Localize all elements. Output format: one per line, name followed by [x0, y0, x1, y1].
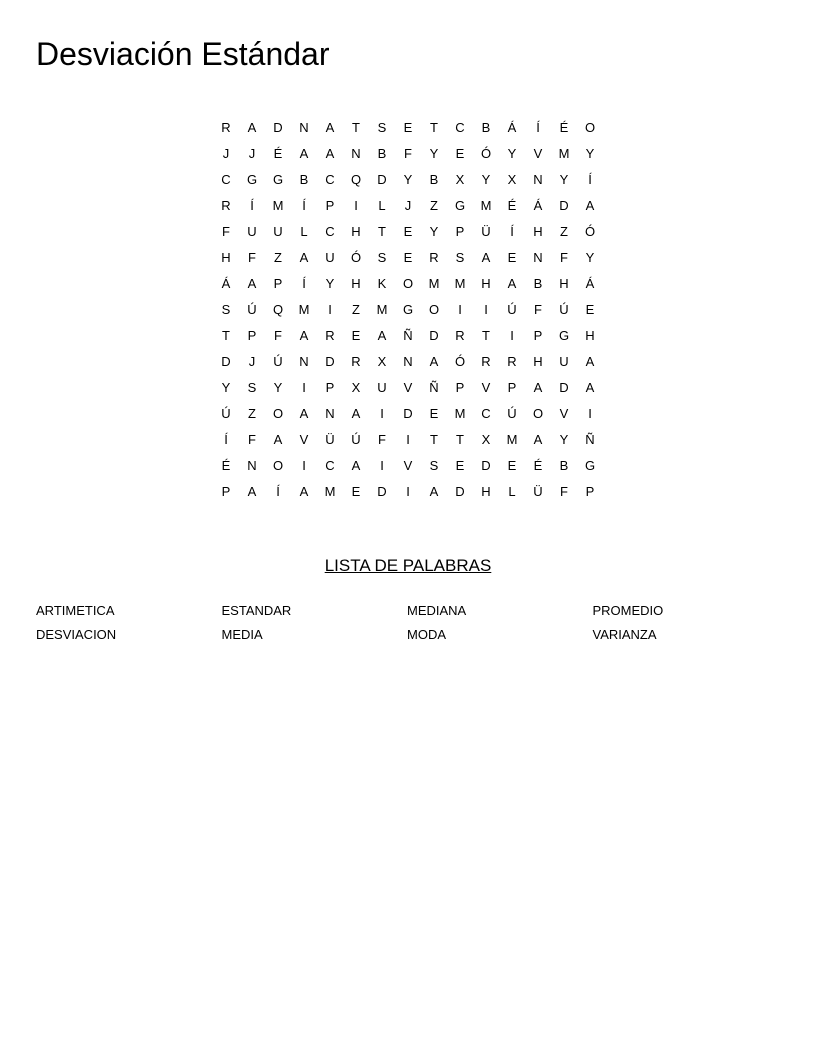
grid-letter: D	[221, 354, 231, 369]
grid-letter: V	[481, 380, 491, 395]
grid-letter: A	[585, 198, 595, 213]
grid-letter: H	[351, 276, 361, 291]
grid-letter: A	[299, 484, 309, 499]
grid-letter: N	[533, 172, 543, 187]
grid-letter: A	[247, 484, 257, 499]
grid-letter: B	[481, 120, 491, 135]
grid-letter: P	[455, 224, 465, 239]
grid-letter: I	[302, 380, 306, 395]
grid-letter: A	[299, 250, 309, 265]
grid-letter: T	[378, 224, 386, 239]
grid-letter: B	[429, 172, 439, 187]
grid-letter: X	[507, 172, 517, 187]
grid-letter: T	[482, 328, 490, 343]
grid-letter: A	[429, 484, 439, 499]
grid-letter: F	[222, 224, 230, 239]
grid-letter: Z	[560, 224, 568, 239]
grid-letter: A	[377, 328, 387, 343]
grid-letter: F	[248, 250, 256, 265]
grid-letter: Ü	[533, 484, 543, 499]
grid-letter: F	[560, 484, 568, 499]
grid-letter: I	[380, 458, 384, 473]
grid-letter: D	[273, 120, 283, 135]
grid-letter: P	[585, 484, 595, 499]
grid-letter: A	[299, 406, 309, 421]
grid-letter: Z	[352, 302, 360, 317]
grid-letter: M	[506, 432, 518, 447]
grid-letter: S	[247, 380, 257, 395]
grid-letter: G	[558, 328, 570, 343]
grid-letter: É	[507, 198, 517, 213]
word-list-item: VARIANZA	[592, 627, 657, 642]
grid-letter: Y	[273, 380, 283, 395]
grid-letter: E	[455, 146, 465, 161]
grid-letter: O	[272, 406, 284, 421]
grid-letter: S	[377, 250, 387, 265]
grid-letter: E	[403, 250, 413, 265]
grid-letter: O	[428, 302, 440, 317]
grid-letter: I	[484, 302, 488, 317]
grid-letter: Ú	[507, 406, 517, 421]
grid-letter: D	[559, 198, 569, 213]
grid-letter: D	[481, 458, 491, 473]
grid-letter: H	[533, 354, 543, 369]
grid-letter: L	[300, 224, 308, 239]
word-list-item: ESTANDAR	[221, 603, 292, 618]
grid-letter: Y	[585, 146, 595, 161]
grid-letter: E	[507, 458, 517, 473]
grid-letter: R	[507, 354, 517, 369]
grid-letter: T	[352, 120, 360, 135]
grid-letter: A	[585, 380, 595, 395]
grid-letter: H	[533, 224, 543, 239]
word-list	[36, 599, 778, 647]
grid-letter: P	[221, 484, 231, 499]
grid-letter: Á	[533, 198, 543, 213]
grid-letter: X	[455, 172, 465, 187]
grid-letter: Y	[221, 380, 231, 395]
grid-letter: N	[325, 406, 335, 421]
grid-letter: G	[246, 172, 258, 187]
grid-letter: R	[325, 328, 335, 343]
grid-letter: Ú	[559, 302, 569, 317]
grid-letter: I	[380, 406, 384, 421]
grid-letter: Ú	[507, 302, 517, 317]
grid-letter: I	[406, 484, 410, 499]
grid-letter: C	[325, 172, 335, 187]
grid-letter: F	[534, 302, 542, 317]
grid-letter: T	[456, 432, 464, 447]
grid-letter: A	[351, 406, 361, 421]
grid-letter: R	[481, 354, 491, 369]
grid-letter: P	[507, 380, 517, 395]
grid-letter: P	[455, 380, 465, 395]
grid-letter: H	[221, 250, 231, 265]
grid-letter: C	[221, 172, 231, 187]
grid-letter: I	[354, 198, 358, 213]
grid-letter: K	[377, 276, 387, 291]
grid-letter: E	[507, 250, 517, 265]
grid-letter: F	[248, 432, 256, 447]
grid-letter: R	[221, 198, 231, 213]
grid-letter: L	[378, 198, 386, 213]
grid-letter: É	[221, 458, 231, 473]
grid-letter: P	[273, 276, 283, 291]
grid-letter: J	[404, 198, 412, 213]
grid-letter: E	[351, 328, 361, 343]
grid-letter: A	[247, 276, 257, 291]
grid-letter: B	[533, 276, 543, 291]
grid-letter: N	[299, 354, 309, 369]
grid-letter: M	[558, 146, 570, 161]
grid-letter: U	[377, 380, 387, 395]
grid-letter: V	[559, 406, 569, 421]
grid-letter: Í	[250, 198, 254, 213]
grid-letter: U	[273, 224, 283, 239]
grid-letter: A	[247, 120, 257, 135]
grid-letter: M	[428, 276, 440, 291]
grid-letter: B	[299, 172, 309, 187]
grid-letter: Q	[350, 172, 362, 187]
grid-letter: P	[325, 198, 335, 213]
grid-letter: I	[458, 302, 462, 317]
grid-letter: Í	[536, 120, 540, 135]
grid-letter: Ú	[247, 302, 257, 317]
grid-letter: Y	[429, 146, 439, 161]
grid-letter: O	[532, 406, 544, 421]
word-list-heading	[0, 554, 816, 578]
grid-letter: A	[533, 432, 543, 447]
grid-letter: A	[273, 432, 283, 447]
grid-letter: S	[377, 120, 387, 135]
grid-letter: T	[430, 432, 438, 447]
grid-letter: J	[248, 354, 256, 369]
grid-letter: Ü	[481, 224, 491, 239]
grid-letter: M	[376, 302, 388, 317]
grid-letter: E	[585, 302, 595, 317]
page-title: Desviación Estándar	[36, 36, 330, 72]
grid-letter: F	[560, 250, 568, 265]
grid-letter: A	[481, 250, 491, 265]
grid-letter: A	[533, 380, 543, 395]
word-list-item: MEDIANA	[407, 603, 467, 618]
grid-letter: J	[248, 146, 256, 161]
grid-letter: B	[559, 458, 569, 473]
grid-letter: I	[588, 406, 592, 421]
grid-letter: I	[510, 328, 514, 343]
grid-letter: F	[404, 146, 412, 161]
grid-letter: Á	[221, 276, 231, 291]
grid-letter: Ñ	[585, 432, 595, 447]
grid-letter: S	[221, 302, 231, 317]
grid-letter: V	[403, 380, 413, 395]
grid-letter: X	[481, 432, 491, 447]
grid-letter: H	[481, 484, 491, 499]
grid-letter: Y	[559, 432, 569, 447]
grid-letter: Y	[403, 172, 413, 187]
grid-letter: D	[559, 380, 569, 395]
grid-letter: G	[454, 198, 466, 213]
grid-letter: N	[533, 250, 543, 265]
grid-letter: Ú	[351, 432, 361, 447]
grid-letter: A	[507, 276, 517, 291]
grid-letter: L	[508, 484, 516, 499]
grid-letter: X	[377, 354, 387, 369]
grid-letter: V	[299, 432, 309, 447]
grid-letter: B	[377, 146, 387, 161]
grid-letter: Ó	[454, 354, 466, 369]
grid-letter: H	[481, 276, 491, 291]
grid-letter: Ü	[325, 432, 335, 447]
grid-letter: U	[559, 354, 569, 369]
grid-letter: Í	[302, 276, 306, 291]
grid-letter: Í	[276, 484, 280, 499]
grid-letter: N	[403, 354, 413, 369]
word-list-item: ARTIMETICA	[36, 603, 115, 618]
grid-letter: Z	[248, 406, 256, 421]
grid-letter: Y	[507, 146, 517, 161]
grid-letter: V	[403, 458, 413, 473]
grid-letter: D	[429, 328, 439, 343]
word-list-item: MEDIA	[221, 627, 263, 642]
grid-letter: A	[299, 146, 309, 161]
grid-letter: Y	[559, 172, 569, 187]
grid-letter: G	[272, 172, 284, 187]
grid-letter: V	[533, 146, 543, 161]
word-search-grid	[213, 115, 603, 505]
grid-letter: P	[325, 380, 335, 395]
grid-letter: I	[302, 458, 306, 473]
grid-letter: M	[324, 484, 336, 499]
grid-letter: A	[585, 354, 595, 369]
grid-letter: Ó	[350, 250, 362, 265]
grid-letter: H	[351, 224, 361, 239]
grid-letter: J	[222, 146, 230, 161]
grid-letter: É	[559, 120, 569, 135]
grid-letter: O	[402, 276, 414, 291]
grid-letter: T	[222, 328, 230, 343]
grid-letter: R	[221, 120, 231, 135]
grid-letter: D	[455, 484, 465, 499]
grid-letter: U	[247, 224, 257, 239]
grid-letter: Z	[430, 198, 438, 213]
grid-letter: S	[455, 250, 465, 265]
grid-letter: A	[325, 120, 335, 135]
grid-letter: Á	[585, 276, 595, 291]
grid-letter: R	[429, 250, 439, 265]
word-list-item: PROMEDIO	[592, 603, 664, 618]
grid-letter: I	[328, 302, 332, 317]
grid-letter: D	[325, 354, 335, 369]
grid-letter: S	[429, 458, 439, 473]
grid-letter: É	[533, 458, 543, 473]
grid-letter: R	[351, 354, 361, 369]
grid-letter: E	[403, 120, 413, 135]
grid-letter: E	[351, 484, 361, 499]
grid-letter: Ú	[221, 406, 231, 421]
grid-letter: D	[403, 406, 413, 421]
grid-letter: N	[247, 458, 257, 473]
grid-letter: M	[454, 406, 466, 421]
grid-letter: Á	[507, 120, 517, 135]
grid-letter: Ú	[273, 354, 283, 369]
grid-letter: Ó	[480, 146, 492, 161]
grid-letter: T	[430, 120, 438, 135]
grid-letter: Y	[481, 172, 491, 187]
grid-letter: M	[272, 198, 284, 213]
grid-letter: C	[481, 406, 491, 421]
grid-letter: H	[585, 328, 595, 343]
grid-letter: Z	[274, 250, 282, 265]
grid-letter: F	[378, 432, 386, 447]
grid-letter: M	[454, 276, 466, 291]
grid-letter: Í	[302, 198, 306, 213]
grid-letter: D	[377, 484, 387, 499]
grid-letter: O	[272, 458, 284, 473]
grid-letter: Í	[224, 432, 228, 447]
grid-letter: D	[377, 172, 387, 187]
grid-letter: E	[403, 224, 413, 239]
grid-letter: R	[455, 328, 465, 343]
grid-letter: Ñ	[403, 328, 413, 343]
grid-letter: Q	[272, 302, 284, 317]
grid-letter: O	[584, 120, 596, 135]
grid-letter: Í	[510, 224, 514, 239]
grid-letter: F	[274, 328, 282, 343]
grid-letter: É	[273, 146, 283, 161]
grid-letter: Ñ	[429, 380, 439, 395]
grid-letter: E	[429, 406, 439, 421]
grid-letter: E	[455, 458, 465, 473]
word-list-item: DESVIACION	[36, 627, 117, 642]
grid-letter: C	[455, 120, 465, 135]
grid-letter: G	[402, 302, 414, 317]
word-list-heading-text: LISTA DE PALABRAS	[324, 556, 492, 575]
grid-letter: M	[480, 198, 492, 213]
grid-letter: P	[247, 328, 257, 343]
grid-letter: A	[325, 146, 335, 161]
word-list-item: MODA	[407, 627, 446, 642]
grid-letter: H	[559, 276, 569, 291]
grid-letter: G	[584, 458, 596, 473]
grid-letter: Y	[585, 250, 595, 265]
grid-letter: I	[406, 432, 410, 447]
grid-letter: A	[299, 328, 309, 343]
grid-letter: M	[298, 302, 310, 317]
grid-letter: A	[429, 354, 439, 369]
grid-letter: N	[299, 120, 309, 135]
grid-letter: C	[325, 458, 335, 473]
grid-letter: Ó	[584, 224, 596, 239]
grid-letter: U	[325, 250, 335, 265]
grid-letter: C	[325, 224, 335, 239]
grid-letter: Y	[429, 224, 439, 239]
grid-letter: X	[351, 380, 361, 395]
grid-letter: Í	[588, 172, 592, 187]
grid-letter: Y	[325, 276, 335, 291]
grid-letter: A	[351, 458, 361, 473]
grid-letter: P	[533, 328, 543, 343]
grid-letter: N	[351, 146, 361, 161]
